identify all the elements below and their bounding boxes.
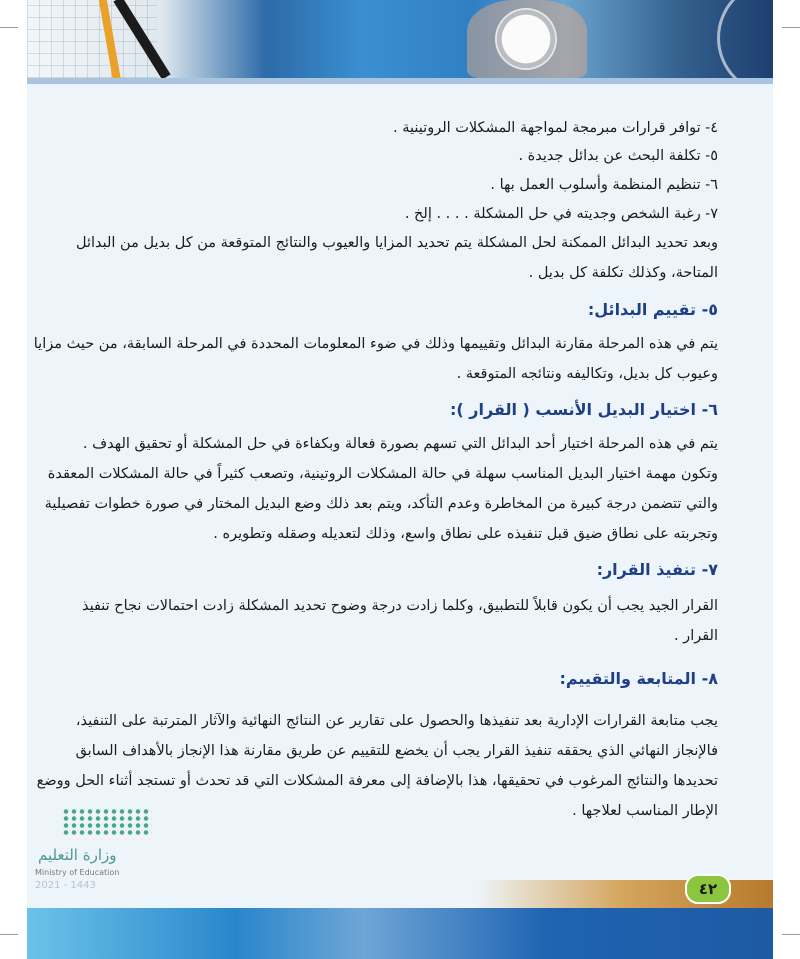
- paragraph-line: تحديدها والنتائج المرغوب في تحقيقها، هذا بالإضافة إلى معرفة المشكلات التي قد تحدث أو تستجد أثناء الحل ووضع: [36, 773, 718, 789]
- crop-mark: [0, 27, 18, 28]
- paragraph-line: وتكون مهمة اختيار البديل المناسب سهلة في حالة المشكلات الروتينية، وتصعب كثيراً في حالة المشكلات المعقدة: [47, 466, 718, 482]
- paragraph-line: القرار .: [673, 628, 718, 644]
- paragraph-line: يجب متابعة القرارات الإدارية بعد تنفيذها والحصول على تقارير عن النتائج النهائية والآثار المترتبة على التنفيذ،: [75, 713, 718, 729]
- ministry-logo-icon: [62, 808, 152, 836]
- ministry-name-english: Ministry of Education: [35, 868, 120, 877]
- list-item: ٥- تكلفة البحث عن بدائل جديدة .: [518, 148, 718, 164]
- list-item: ٧- رغبة الشخص وجديته في حل المشكلة . . . . إلخ .: [404, 206, 718, 222]
- paragraph-line: يتم في هذه المرحلة اختيار أحد البدائل التي تسهم بصورة فعالة وبكفاءة في حل المشكلة أو تحقيق الهدف .: [82, 436, 718, 452]
- header-divider: [27, 78, 773, 84]
- paragraph-line: القرار الجيد يجب أن يكون قابلاً للتطبيق، وكلما زادت درجة وضوح تحديد المشكلة زادت احتمالات نجاح تنفيذ: [81, 598, 718, 614]
- paragraph-line: الإطار المناسب لعلاجها .: [572, 803, 718, 819]
- page-number: ٤٢: [685, 874, 731, 904]
- footer-image: [27, 908, 773, 959]
- edition-year: 2021 - 1443: [35, 880, 96, 891]
- paragraph-line: وبعد تحديد البدائل الممكنة لحل المشكلة يتم تحديد المزايا والعيوب والنتائج المتوقعة من كل بديل من البدائل: [75, 235, 718, 251]
- paragraph-line: وتجربته على نطاق ضيق قبل تنفيذه على نطاق واسع، وذلك لتعديله وصقله وتطويره .: [213, 526, 718, 542]
- paragraph-line: يتم في هذه المرحلة مقارنة البدائل وتقييمها وذلك في ضوء المعلومات المحددة في المرحلة السابقة، من حيث مزايا: [33, 336, 718, 352]
- pocket-watch-graphic: [495, 8, 557, 70]
- paragraph-line: فالإنجاز النهائي الذي يحققه تنفيذ القرار يجب أن يخضع للتقييم عن طريق مقارنة هذا الإنجاز بالأهداف السابق: [75, 743, 718, 759]
- crop-mark: [782, 27, 800, 28]
- list-item: ٦- تنظيم المنظمة وأسلوب العمل بها .: [490, 177, 718, 193]
- paragraph-line: المتاحة، وكذلك تكلفة كل بديل .: [528, 265, 718, 281]
- crop-mark: [782, 934, 800, 935]
- section-heading-7: ٧- تنفيذ القرار:: [596, 560, 718, 579]
- paragraph-line: وعيوب كل بديل، وتكاليفه ونتائجه المتوقعة .: [456, 366, 718, 382]
- section-heading-6: ٦- اختيار البديل الأنسب ( القرار ):: [450, 400, 718, 419]
- ministry-name-arabic: وزارة التعليم: [38, 846, 117, 864]
- header-banner-image: [27, 0, 773, 78]
- ministry-logo: [18, 808, 158, 898]
- crop-mark: [0, 934, 18, 935]
- paragraph-line: والتي تتضمن درجة كبيرة من المخاطرة وعدم التأكد، ويتم بعد ذلك وضع البديل المختار في صورة خطوات تفصيلية: [44, 496, 718, 512]
- section-heading-8: ٨- المتابعة والتقييم:: [559, 669, 718, 688]
- list-item: ٤- توافر قرارات مبرمجة لمواجهة المشكلات الروتينية .: [393, 120, 718, 136]
- decorative-arc: [717, 0, 773, 78]
- section-heading-5: ٥- تقييم البدائل:: [587, 300, 718, 319]
